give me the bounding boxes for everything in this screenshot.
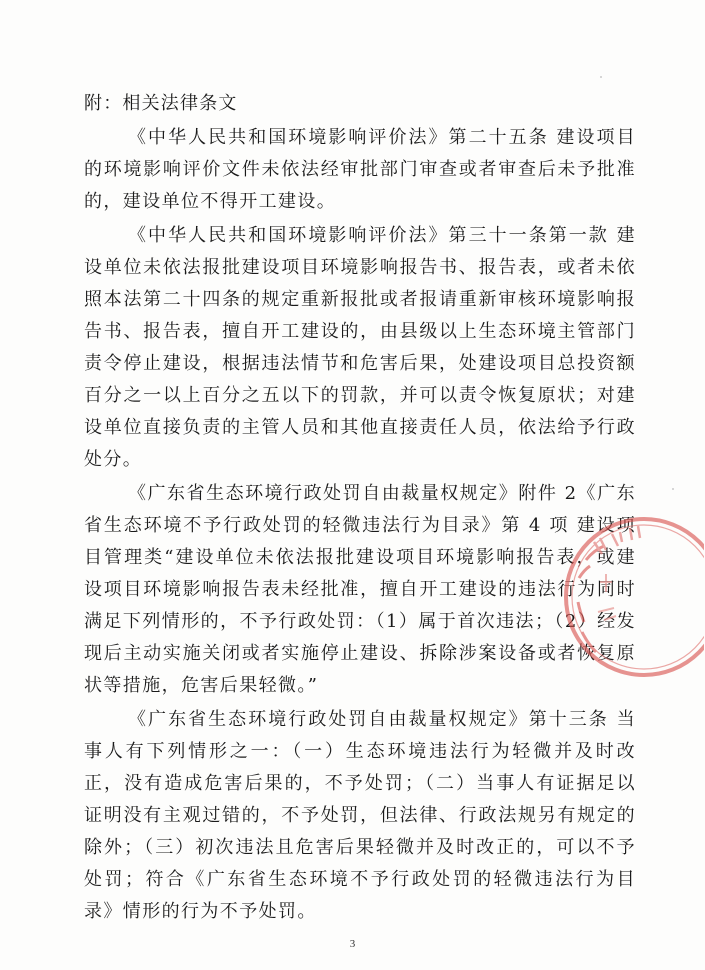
scan-speck [672,488,674,490]
appendix-heading: 附：相关法律条文 [84,93,238,114]
page-number: 3 [349,938,356,950]
law-paragraph-2: 《中华人民共和国环境影响评价法》第三十一条第一款 建设单位未依法报批建设项目环境影响报告书、报告表，或者未依照本法第二十四条的规定重新报批或者报请重新审核环境影响报告书、报告表，擅自开工建设的，由县级以上生态环境主管部门责令停止建设，根据违法情节和危害后果，处建设项目总投资额百分之一以上百分之五以下的罚款，并可以责令恢复原状；对建设单位直接负责的主管人员和其他直接责任人员，依法给予行政处分。 [84,225,636,470]
law-paragraph-3: 《广东省生态环境行政处罚自由裁量权规定》附件 2《广东省生态环境不予行政处罚的轻微违法行为目录》第 4 项 建设项目管理类“建设单位未依法报批建设项目环境影响报告表，或建设项目环境影响报告表未经批准，擅自开工建设的违法行为同时满足下列情形的，不予行政处罚：（1）属于首次违法；（2）经发现后主动实施关闭或者实施停止建设、拆除涉案设备或者恢复原状等措施，危害后果轻微。” [84,483,636,696]
law-paragraph-4: 《广东省生态环境行政处罚自由裁量权规定》第十三条 当事人有下列情形之一：（一）生态环境违法行为轻微并及时改正，没有造成危害后果的，不予处罚；（二）当事人有证据足以证明没有主观过错的，不予处罚，但法律、行政法规另有规定的除外；（三）初次违法且危害后果轻微并及时改正的，可以不予处罚；符合《广东省生态环境不予行政处罚的轻微违法行为目录》情形的行为不予处罚。 [84,709,636,922]
document-body [84,88,636,930]
scan-speck [600,76,602,78]
law-paragraph-1: 《中华人民共和国环境影响评价法》第二十五条 建设项目的环境影响评价文件未依法经审批部门审查或者审查后未予批准的，建设单位不得开工建设。 [84,127,636,212]
